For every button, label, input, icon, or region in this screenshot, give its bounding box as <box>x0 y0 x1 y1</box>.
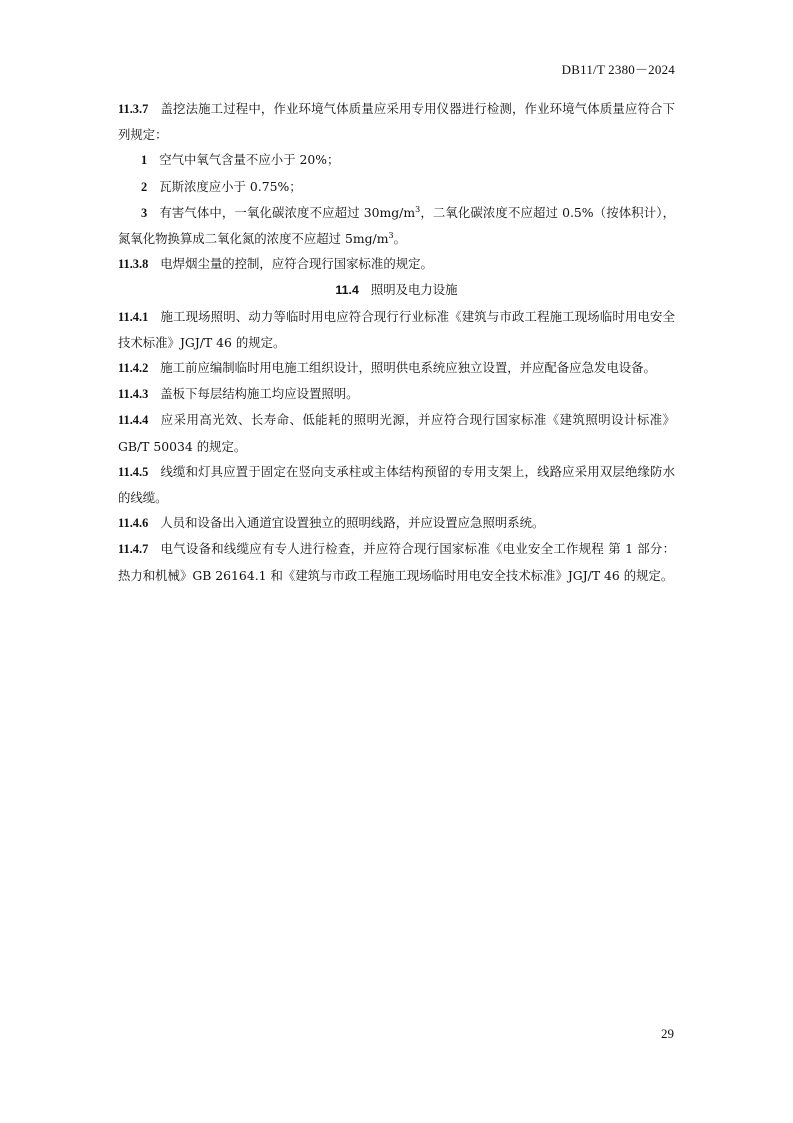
clause-text: 应采用高光效、长寿命、低能耗的照明光源，并应符合现行国家标准《建筑照明设计标准》GB/T 50034 的规定。 <box>118 412 675 454</box>
clause-number: 11.4.2 <box>118 361 149 376</box>
clause-number: 11.4.7 <box>118 542 149 557</box>
item-text: ，二氧化碳浓度不应超过 0.5%（按体积计），氮氧化物换算成二氧化氮的浓度不应超过 5mg/m <box>118 204 676 247</box>
clause-text: 电气设备和线缆应有专人进行检查，并应符合现行国家标准《电业安全工作规程 第 1 部分：热力和机械》GB 26164.1 和《建筑与市政工程施工现场临时用电安全技术标准》JGJ/T 46 的规定。 <box>118 541 675 583</box>
clause-text: 线缆和灯具应置于固定在竖向支承柱或主体结构预留的专用支架上，线路应采用双层绝缘防水的线缆。 <box>118 463 675 506</box>
clause-11-4-1 <box>118 304 675 355</box>
clause-11-3-8 <box>118 251 675 277</box>
clause-number: 11.4.4 <box>118 413 149 428</box>
clause-text: 人员和设备出入通道宜设置独立的照明线路，并应设置应急照明系统。 <box>160 515 545 531</box>
section-title: 照明及电力设施 <box>370 282 458 298</box>
clause-text: 施工前应编制临时用电施工组织设计，照明供电系统应独立设置，并应配备应急发电设备。 <box>160 360 656 376</box>
page-body <box>118 96 675 588</box>
clause-11-4-3 <box>118 381 675 407</box>
clause-number: 11.4.5 <box>118 464 149 479</box>
item-number: 1 <box>141 153 148 168</box>
clause-number: 11.4.6 <box>118 516 149 531</box>
clause-number: 11.3.8 <box>118 257 149 272</box>
item-number: 2 <box>141 179 148 194</box>
clause-text: 盖板下每层结构施工均应设置照明。 <box>160 386 359 402</box>
item-text: 有害气体中，一氧化碳浓度不应超过 30mg/m <box>159 204 416 220</box>
clause-11-4-7 <box>118 536 675 587</box>
section-number: 11.4 <box>335 283 359 298</box>
section-heading <box>118 277 675 303</box>
list-item <box>118 200 675 251</box>
clause-text: 施工现场照明、动力等临时用电应符合现行行业标准《建筑与市政工程施工现场临时用电安全技术标准》JGJ/T 46 的规定。 <box>118 308 675 350</box>
superscript: 3 <box>388 231 394 241</box>
clause-11-4-2 <box>118 355 675 381</box>
clause-11-4-5 <box>118 459 675 510</box>
list-item <box>118 147 675 173</box>
item-text: 。 <box>393 231 406 247</box>
list-item <box>118 174 675 200</box>
page-number: 29 <box>661 1026 674 1041</box>
clause-11-4-4 <box>118 407 675 458</box>
document-code: DB11/T 2380－2024 <box>561 62 675 77</box>
item-text: 空气中氧气含量不应小于 20%； <box>159 152 340 168</box>
clause-number: 11.4.3 <box>118 387 149 402</box>
superscript: 3 <box>415 204 421 214</box>
clause-number: 11.3.7 <box>118 102 149 116</box>
clause-number: 11.4.1 <box>118 309 149 324</box>
clause-11-4-6 <box>118 510 675 536</box>
clause-11-3-7 <box>118 96 675 147</box>
item-number: 3 <box>141 205 148 220</box>
clause-text: 电焊烟尘量的控制，应符合现行国家标准的规定。 <box>160 256 433 272</box>
clause-text: 盖挖法施工过程中，作业环境气体质量应采用专用仪器进行检测，作业环境气体质量应符合下列规定： <box>118 101 675 143</box>
item-text: 瓦斯浓度应小于 0.75%； <box>159 178 302 194</box>
